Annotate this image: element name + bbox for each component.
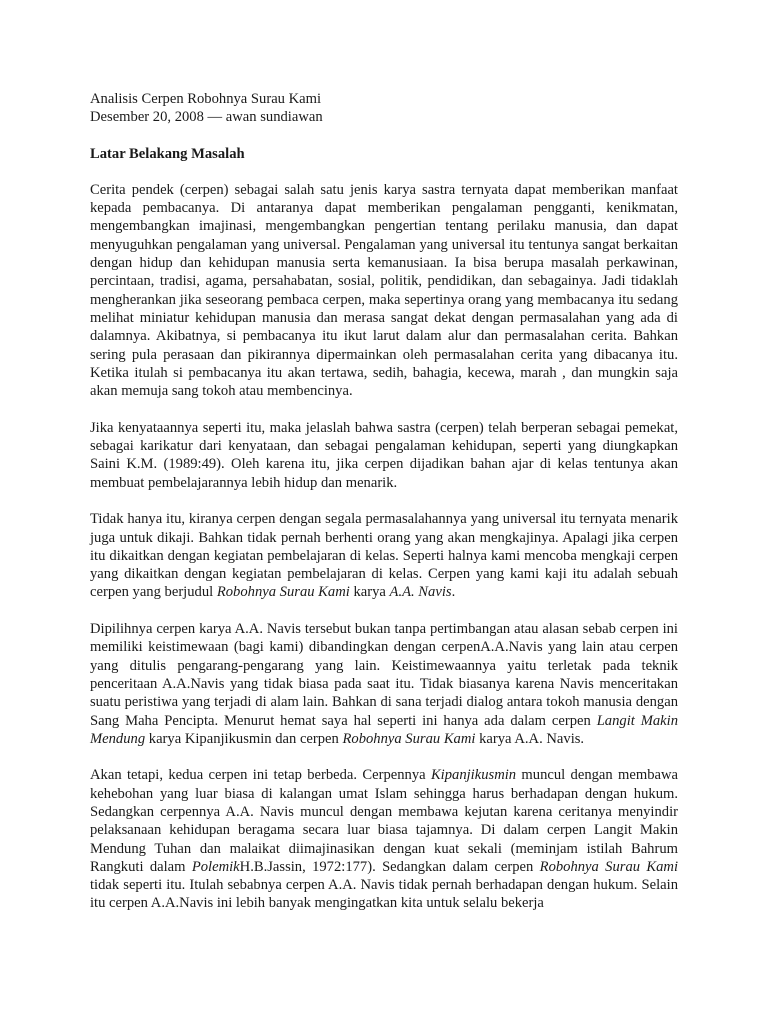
paragraph-text: Dipilihnya cerpen karya A.A. Navis tersebut bukan tanpa pertimbangan atau alasan sebab cerpen ini memiliki keistimewaan (bagi kami) dibandingkan dengan cerpenA.A.Navis yang lain atau cerpen yang ditulis pengarang-pengarang yang lain. Keistimewaannya yaitu terletak pada teknik penceritaan A.A.Navis yang tidak biasa pada saat itu. Tidak biasanya karena Navis menceritakan suatu peristiwa yang terjadi di alam lain. Bahkan di sana terjadi dialog antara tokoh manusia dengan Sang Maha Pencipta. Menurut hemat saya hal seperti ini hanya ada dalam cerpen (90, 621, 678, 729)
paragraph (90, 766, 678, 912)
paragraph-text: H.B.Jassin, 1972:177). Sedangkan dalam cerpen (239, 858, 540, 875)
italic-text: Robohnya Surau Kami (539, 858, 678, 875)
section-heading: Latar Belakang Masalah (90, 145, 245, 162)
italic-text: A.A. Navis (389, 584, 452, 601)
paragraph (90, 510, 678, 601)
paragraph-text: Tidak hanya itu, kiranya cerpen dengan segala permasalahannya yang universal itu ternyata menarik juga untuk dikaji. Bahkan tidak pernah berhenti orang yang akan mengkajinya. Apalagi jika cerpen itu dikaitkan dengan kegiatan pembelajaran di kelas. Seperti halnya kami mencoba mengkaji cerpen yang dikaitkan dengan kegiatan pembelajaran di kelas. Cerpen yang kami kaji itu adalah sebuah cerpen yang berjudul (90, 511, 678, 601)
paragraph (90, 181, 678, 401)
italic-text: Polemik (191, 858, 240, 875)
italic-text: Robohnya Surau Kami (342, 730, 476, 747)
paragraph-text: Akan tetapi, kedua cerpen ini tetap berbeda. Cerpennya (90, 767, 431, 784)
paragraph-text: Cerita pendek (cerpen) sebagai salah satu jenis karya sastra ternyata dapat memberikan manfaat kepada pembacanya. Di antaranya dapat memberikan pengalaman pengganti, kenikmatan, mengembangkan imajinasi, mengembangkan pengertian tentang perilaku manusia, dan dapat menyuguhkan pengalaman yang universal. Pengalaman yang universal itu tentunya sangat berkaitan dengan hidup dan kehidupan manusia serta kemanusiaan. Ia bisa berupa masalah perkawinan, percintaan, tradisi, agama, persahabatan, sosial, politik, pendidikan, dan sebagainya. Jadi tidaklah mengherankan jika seseorang pembaca cerpen, maka sepertinya orang yang membacanya itu sedang melihat miniatur kehidupan manusia dan merasa sangat dekat dengan permasalahan yang ada di dalamnya. Akibatnya, si pembacanya itu ikut larut dalam alur dan permasalahan cerita. Bahkan sering pula perasaan dan pikirannya dipermainkan oleh permasalahan cerita yang dibacanya itu. Ketika itulah si pembacanya itu akan tertawa, sedih, bahagia, kecewa, marah , dan mungkin saja akan memuja sang tokoh atau membencinya. (90, 181, 678, 400)
paragraph-text: muncul dengan membawa kehebohan yang luar biasa di kalangan umat Islam sehingga harus berhadapan dengan hukum. Sedangkan cerpennya A.A. Navis muncul dengan membawa kejutan karena ceritanya menyindir pelaksanaan kehidupan beragama secara luar biasa tajamnya. Di dalam cerpen Langit Makin Mendung Tuhan dan malaikat diimajinasikan dengan kuat sekali (meminjam istilah Bahrum Rangkuti dalam (90, 767, 679, 875)
document-byline: Desember 20, 2008 — awan sundiawan (90, 109, 323, 126)
body-text (90, 181, 678, 913)
document-title: Analisis Cerpen Robohnya Surau Kami (90, 91, 322, 107)
paragraph-text: karya Kipanjikusmin dan cerpen (145, 730, 343, 747)
paragraph (90, 620, 678, 748)
paragraph-text: . (451, 584, 456, 601)
paragraph-text: Jika kenyataannya seperti itu, maka jelaslah bahwa sastra (cerpen) telah berperan sebagai pemekat, sebagai karikatur dari kenyataan, dan sebagai pengalaman kehidupan, seperti yang diungkapkan Saini K.M. (1989:49). Oleh karena itu, jika cerpen dijadikan bahan ajar di kelas tentunya akan membuat pembelajarannya lebih hidup dan menarik. (90, 419, 678, 491)
paragraph (90, 419, 678, 492)
paragraph-text: karya (349, 584, 390, 601)
italic-text: Langit Makin Mendung (90, 712, 678, 747)
paragraph-text: karya A.A. Navis. (475, 730, 585, 747)
italic-text: Kipanjikusmin (430, 767, 517, 784)
paragraph-text: tidak seperti itu. Itulah sebabnya cerpen A.A. Navis tidak pernah berhadapan dengan hukum. Selain itu cerpen A.A.Navis ini lebih banyak mengingatkan kita untuk selalu bekerja (90, 877, 678, 912)
italic-text: Robohnya Surau Kami (216, 584, 350, 601)
